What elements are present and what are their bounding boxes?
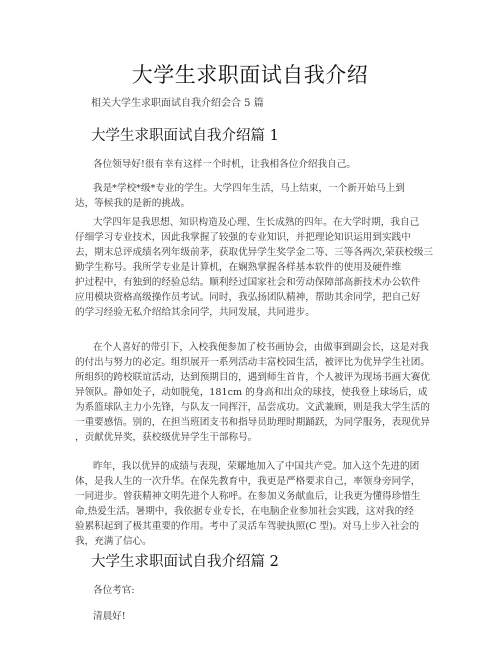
paragraph xyxy=(75,181,415,211)
paragraph-line: ，贡献优异奖，获校级优异学生干部称号。 xyxy=(75,432,258,443)
paragraph xyxy=(75,215,434,320)
paragraph-line: 我是*学校*级*专业的学生。大学四年生活，马上结束，一个新开始马上到 xyxy=(93,183,405,194)
paragraph xyxy=(75,583,415,598)
paragraph xyxy=(75,157,415,172)
paragraph-line: 为系篮球队主力小先锋，与队友一同挥汗，品尝成功。文武兼顾，则是我大学生活的 xyxy=(75,402,430,413)
paragraph-line: 命,热爱生活。暑期中，我依据专业专长，在电脑企业参加社会实践，这对我的经 xyxy=(75,506,414,517)
section-heading-1: 大学生求职面试自我介绍篇 1 xyxy=(91,128,279,144)
paragraph-line: 异领队。静如处子，动如脱兔，181cm 的身高和出众的球技，使我登上球场后，成 xyxy=(75,387,428,398)
paragraph-line: 在个人喜好的带引下，入校我便参加了校书画协会，由做事到副会长，这是对我 xyxy=(93,342,429,353)
paragraph-line: 所组织的跨校联谊活动，达到预期目的，遇到师生首肯，个人被评为现场书画大赛优 xyxy=(75,372,430,383)
paragraph-line: 仔细学习专业技术，因此我掌握了较强的专业知识，并把理论知识运用到实践中 xyxy=(75,232,411,243)
paragraph-line: 大学四年是我思想、知识构造及心理、生长成熟的四年。在大学时期，我自己 xyxy=(93,217,420,228)
paragraph xyxy=(75,340,430,445)
paragraph xyxy=(75,459,421,549)
paragraph-line: 的付出与努力的必定。组织展开一系列活动丰富校园生活，被评比为优异学生社团。 xyxy=(75,357,430,368)
paragraph-line: 昨年，我以优异的成绩与表现，荣耀地加入了中国共产党。加入这个先进的团 xyxy=(93,461,420,472)
paragraph-line: 体，是我人生的一次升华。在保先教育中，我更是严格要求自己，率领身旁同学， xyxy=(75,476,421,487)
paragraph-line: 各位领导好!很有幸有这样一个时机，让我相各位介绍我自己。 xyxy=(93,159,356,170)
paragraph-line: 去，期末总评成绩名列年级前茅，获取优异学生奖学金二等、三等各两次,荣获校级三 xyxy=(75,247,434,258)
paragraph-line: 清晨好! xyxy=(93,611,126,622)
section-heading-2: 大学生求职面试自我介绍篇 2 xyxy=(91,554,279,570)
paragraph-line: 勤学生称号。我所学专业是计算机，在娴熟掌握各样基本软件的使用及硬件维 xyxy=(75,262,402,273)
paragraph-line: 我，充满了信心。 xyxy=(75,536,152,547)
paragraph-line: 应用模块资格高级操作员考试。同时，我弘扬团队精神，帮助其余同学，把自己好 xyxy=(75,292,421,303)
paragraph-line: 一同进步。曾获精神文明先进个人称呼。在参加义务献血后，让我更为懂得珍惜生 xyxy=(75,491,421,502)
paragraph-line: 的学习经验无私介绍给其余同学，共同发展，共同进步。 xyxy=(75,307,315,318)
document-title: 大学生求职面试自我介绍 xyxy=(131,63,369,87)
paragraph-line: 达，等候我的是新的挑战。 xyxy=(75,198,191,209)
paragraph xyxy=(75,609,415,624)
paragraph-line: 一重要感悟。别的，在担当班团支书和指导员助理时期踊跃，为同学服务，表现优异 xyxy=(75,417,430,428)
paragraph-line: 各位考官: xyxy=(93,585,135,596)
related-articles-line: 相关大学生求职面试自我介绍会合 5 篇 xyxy=(91,98,264,109)
paragraph-line: 护过程中，有独到的经验总结。顺利经过国家社会和劳动保障部高新技术办公软件 xyxy=(75,277,421,288)
paragraph-line: 验累积起到了极其重要的作用。考中了灵活车驾驶执照(C 型)。对马上步入社会的 xyxy=(75,521,420,532)
